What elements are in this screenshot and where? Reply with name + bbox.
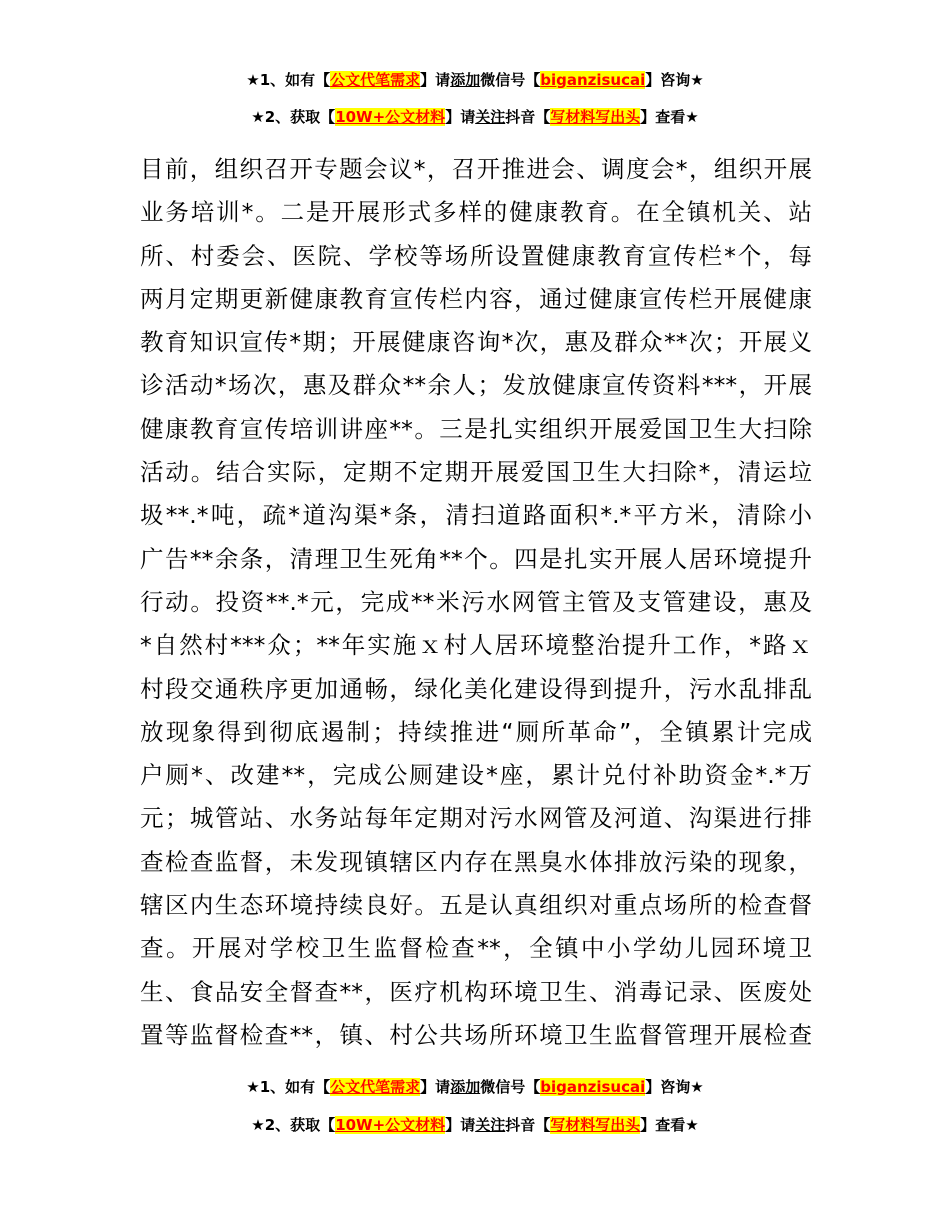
body-line: 健康教育宣传培训讲座**。三是扎实组织开展爱国卫生大扫除 (140, 414, 812, 443)
footer-l1-wechat-id: biganzisucai (540, 1078, 646, 1096)
footer-l2-prefix: ★2、获取【 (251, 1116, 336, 1134)
body-line: 业务培训*。二是开展形式多样的健康教育。在全镇机关、站 (140, 198, 812, 227)
header-l1-suffix: 】咨询★ (645, 71, 704, 89)
footer-l1-prefix: ★1、如有【 (246, 1078, 331, 1096)
header-l2-mid2: 抖音【 (505, 108, 551, 126)
footer-l1-highlight: 公文代笔需求 (330, 1078, 421, 1096)
header-l2-douyin-id: 写材料写出头 (550, 108, 641, 126)
body-line: 教育知识宣传*期；开展健康咨询*次，惠及群众**次；开展义 (140, 328, 812, 357)
footer-banner-line-2 (0, 1115, 950, 1135)
body-line: 活动。结合实际，定期不定期开展爱国卫生大扫除*，清运垃 (140, 458, 812, 487)
header-l2-prefix: ★2、获取【 (251, 108, 336, 126)
body-line: 广告**余条，清理卫生死角**个。四是扎实开展人居环境提升 (140, 544, 812, 573)
body-line: 户厕*、改建**，完成公厕建设*座，累计兑付补助资金*.*万 (140, 761, 812, 790)
header-l2-emph: 关注 (475, 108, 506, 126)
footer-l2-suffix: 】查看★ (640, 1116, 699, 1134)
header-l1-mid2: 微信号【 (480, 71, 541, 89)
body-line: 行动。投资**.*元，完成**米污水网管主管及支管建设，惠及 (140, 587, 812, 616)
header-banner-line-2 (0, 107, 950, 127)
document-body (140, 148, 812, 1057)
header-l1-highlight: 公文代笔需求 (330, 71, 421, 89)
body-line: 放现象得到彻底遏制；持续推进“厕所革命”，全镇累计完成 (140, 717, 812, 746)
footer-l2-emph: 关注 (475, 1116, 506, 1134)
body-line: 查检查监督，未发现镇辖区内存在黑臭水体排放污染的现象， (140, 847, 812, 876)
header-l2-highlight: 10W+公文材料 (335, 108, 446, 126)
body-line: 圾**.*吨，疏*道沟渠*条，清扫道路面积*.*平方米，清除小 (140, 501, 812, 530)
body-line: 所、村委会、医院、学校等场所设置健康教育宣传栏*个，每 (140, 241, 812, 270)
footer-l1-mid2: 微信号【 (480, 1078, 541, 1096)
footer-l1-mid1: 】请 (420, 1078, 451, 1096)
footer-l2-mid1: 】请 (445, 1116, 476, 1134)
header-l2-mid1: 】请 (445, 108, 476, 126)
header-l2-suffix: 】查看★ (640, 108, 699, 126)
body-line: 元；城管站、水务站每年定期对污水网管及河道、沟渠进行排 (140, 804, 812, 833)
header-l1-emph: 添加 (450, 71, 481, 89)
header-l1-wechat-id: biganzisucai (540, 71, 646, 89)
body-line: 辖区内生态环境持续良好。五是认真组织对重点场所的检查督 (140, 891, 812, 920)
footer-l1-emph: 添加 (450, 1078, 481, 1096)
footer-banner-line-1 (0, 1077, 950, 1097)
body-line: 查。开展对学校卫生监督检查**，全镇中小学幼儿园环境卫 (140, 934, 812, 963)
body-line: 两月定期更新健康教育宣传栏内容，通过健康宣传栏开展健康 (140, 284, 812, 313)
footer-l2-mid2: 抖音【 (505, 1116, 551, 1134)
footer-l2-douyin-id: 写材料写出头 (550, 1116, 641, 1134)
footer-l1-suffix: 】咨询★ (645, 1078, 704, 1096)
header-banner-line-1 (0, 70, 950, 90)
body-line: 置等监督检查**，镇、村公共场所环境卫生监督管理开展检查 (140, 1020, 812, 1049)
footer-l2-highlight: 10W+公文材料 (335, 1116, 446, 1134)
header-l1-prefix: ★1、如有【 (246, 71, 331, 89)
body-line: 目前，组织召开专题会议*，召开推进会、调度会*，组织开展 (140, 155, 812, 183)
body-line: 村段交通秩序更加通畅，绿化美化建设得到提升，污水乱排乱 (140, 674, 812, 703)
body-line: 生、食品安全督查**，医疗机构环境卫生、消毒记录、医废处 (140, 977, 812, 1006)
body-line: *自然村***众；**年实施ｘ村人居环境整治提升工作，*路ｘ (140, 631, 812, 660)
header-l1-mid1: 】请 (420, 71, 451, 89)
body-line: 诊活动*场次，惠及群众**余人；发放健康宣传资料***，开展 (140, 371, 812, 400)
